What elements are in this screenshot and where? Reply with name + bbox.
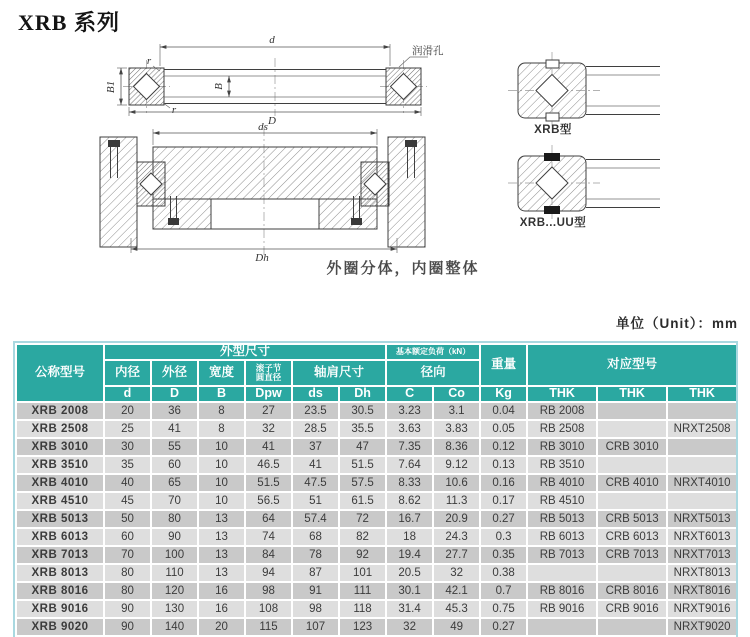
value-cell: 32 — [246, 421, 291, 437]
value-cell: 13 — [199, 511, 244, 527]
dim-label-D: D — [268, 115, 276, 127]
table-row — [17, 511, 736, 527]
value-cell: 10 — [199, 439, 244, 455]
value-cell: 0.38 — [481, 565, 526, 581]
value-cell: 100 — [152, 547, 197, 563]
matching-model-cell: RB 9016 — [528, 601, 596, 617]
col-header-dpw — [246, 361, 291, 385]
col-sub-thk-1: THK — [528, 387, 596, 401]
value-cell: 120 — [152, 583, 197, 599]
value-cell: 49 — [434, 619, 479, 635]
value-cell: 80 — [105, 565, 150, 581]
value-cell: 0.27 — [481, 511, 526, 527]
value-cell: 41 — [246, 439, 291, 455]
matching-model-cell: RB 3510 — [528, 457, 596, 473]
dim-label-r-top: r — [146, 55, 152, 67]
matching-model-cell: CRB 8016 — [598, 583, 666, 599]
value-cell: 72 — [340, 511, 385, 527]
value-cell: 57.4 — [293, 511, 338, 527]
value-cell: 0.04 — [481, 403, 526, 419]
value-cell: 27.7 — [434, 547, 479, 563]
value-cell: 37 — [293, 439, 338, 455]
col-sub-thk-3: THK — [668, 387, 736, 401]
value-cell: 9.12 — [434, 457, 479, 473]
value-cell: 7.64 — [387, 457, 432, 473]
table-row — [17, 493, 736, 509]
value-cell: 45 — [105, 493, 150, 509]
matching-model-cell: CRB 5013 — [598, 511, 666, 527]
matching-model-cell: RB 7013 — [528, 547, 596, 563]
value-cell: 60 — [152, 457, 197, 473]
value-cell: 98 — [246, 583, 291, 599]
value-cell: 10 — [199, 475, 244, 491]
col-sub-d: d — [105, 387, 150, 401]
col-header-load-group: 基本额定负荷（kN） — [387, 345, 479, 359]
value-cell: 3.1 — [434, 403, 479, 419]
value-cell: 51.5 — [340, 457, 385, 473]
value-cell: 0.12 — [481, 439, 526, 455]
model-cell: XRB 3010 — [17, 439, 103, 455]
col-sub-ds: ds — [293, 387, 338, 401]
spec-table — [13, 341, 738, 637]
value-cell: 3.83 — [434, 421, 479, 437]
value-cell: 24.3 — [434, 529, 479, 545]
model-cell: XRB 2008 — [17, 403, 103, 419]
matching-model-cell — [598, 565, 666, 581]
value-cell: 60 — [105, 529, 150, 545]
value-cell: 115 — [246, 619, 291, 635]
xrb-uu-type-drawing — [508, 145, 660, 229]
value-cell: 0.17 — [481, 493, 526, 509]
value-cell: 16 — [199, 583, 244, 599]
value-cell: 30 — [105, 439, 150, 455]
matching-model-cell: NRXT9020 — [668, 619, 736, 635]
value-cell: 78 — [293, 547, 338, 563]
value-cell: 90 — [105, 601, 150, 617]
matching-model-cell — [668, 457, 736, 473]
value-cell: 20.5 — [387, 565, 432, 581]
value-cell: 118 — [340, 601, 385, 617]
value-cell: 65 — [152, 475, 197, 491]
col-header-weight: 重量 — [481, 345, 526, 385]
model-cell: XRB 9016 — [17, 601, 103, 617]
value-cell: 0.13 — [481, 457, 526, 473]
value-cell: 13 — [199, 547, 244, 563]
value-cell: 30.1 — [387, 583, 432, 599]
value-cell: 84 — [246, 547, 291, 563]
col-header-model: 公称型号 — [17, 345, 103, 401]
value-cell: 35 — [105, 457, 150, 473]
value-cell: 3.23 — [387, 403, 432, 419]
value-cell: 25 — [105, 421, 150, 437]
value-cell: 16 — [199, 601, 244, 617]
value-cell: 36 — [152, 403, 197, 419]
value-cell: 64 — [246, 511, 291, 527]
model-cell: XRB 9020 — [17, 619, 103, 635]
col-header-dims-group: 外型尺寸 — [105, 345, 385, 359]
col-sub-Kg: Kg — [481, 387, 526, 401]
dim-label-d: d — [269, 34, 275, 46]
matching-model-cell: NRXT5013 — [668, 511, 736, 527]
matching-model-cell — [528, 619, 596, 635]
value-cell: 70 — [105, 547, 150, 563]
value-cell: 130 — [152, 601, 197, 617]
matching-model-cell: NRXT8016 — [668, 583, 736, 599]
value-cell: 108 — [246, 601, 291, 617]
matching-model-cell: RB 4010 — [528, 475, 596, 491]
col-header-shoulder: 轴肩尺寸 — [293, 361, 385, 385]
col-sub-Dpw: Dpw — [246, 387, 291, 401]
matching-model-cell: RB 2508 — [528, 421, 596, 437]
table-row — [17, 529, 736, 545]
matching-model-cell: CRB 4010 — [598, 475, 666, 491]
value-cell: 10 — [199, 493, 244, 509]
value-cell: 45.3 — [434, 601, 479, 617]
matching-model-cell: RB 3010 — [528, 439, 596, 455]
value-cell: 23.5 — [293, 403, 338, 419]
value-cell: 0.7 — [481, 583, 526, 599]
table-row — [17, 421, 736, 437]
value-cell: 47.5 — [293, 475, 338, 491]
matching-model-cell — [528, 565, 596, 581]
col-sub-C: C — [387, 387, 432, 401]
value-cell: 13 — [199, 529, 244, 545]
value-cell: 55 — [152, 439, 197, 455]
value-cell: 8 — [199, 403, 244, 419]
value-cell: 8.33 — [387, 475, 432, 491]
value-cell: 28.5 — [293, 421, 338, 437]
value-cell: 110 — [152, 565, 197, 581]
value-cell: 101 — [340, 565, 385, 581]
matching-model-cell: NRXT6013 — [668, 529, 736, 545]
value-cell: 50 — [105, 511, 150, 527]
table-row — [17, 619, 736, 635]
model-cell: XRB 6013 — [17, 529, 103, 545]
matching-model-cell — [668, 403, 736, 419]
value-cell: 0.75 — [481, 601, 526, 617]
col-header-inner-dia: 内径 — [105, 361, 150, 385]
value-cell: 90 — [105, 619, 150, 635]
model-cell: XRB 8016 — [17, 583, 103, 599]
col-header-width: 宽度 — [199, 361, 244, 385]
value-cell: 8.36 — [434, 439, 479, 455]
value-cell: 42.1 — [434, 583, 479, 599]
value-cell: 0.05 — [481, 421, 526, 437]
value-cell: 0.3 — [481, 529, 526, 545]
table-row — [17, 475, 736, 491]
value-cell: 20.9 — [434, 511, 479, 527]
xrb-type-label: XRB型 — [534, 124, 572, 136]
value-cell: 57.5 — [340, 475, 385, 491]
value-cell: 20 — [105, 403, 150, 419]
value-cell: 7.35 — [387, 439, 432, 455]
value-cell: 0.16 — [481, 475, 526, 491]
value-cell: 32 — [434, 565, 479, 581]
value-cell: 68 — [293, 529, 338, 545]
page-title: XRB 系列 — [18, 10, 120, 35]
value-cell: 0.35 — [481, 547, 526, 563]
value-cell: 91 — [293, 583, 338, 599]
table-row — [17, 547, 736, 563]
col-header-radial: 径向 — [387, 361, 479, 385]
dim-label-B: B — [213, 83, 225, 90]
value-cell: 18 — [387, 529, 432, 545]
value-cell: 92 — [340, 547, 385, 563]
dim-label-ds: ds — [258, 121, 268, 133]
matching-model-cell — [598, 493, 666, 509]
value-cell: 16.7 — [387, 511, 432, 527]
value-cell: 3.63 — [387, 421, 432, 437]
col-header-matching: 对应型号 — [528, 345, 736, 385]
value-cell: 82 — [340, 529, 385, 545]
mounted-section-drawing — [100, 121, 425, 264]
matching-model-cell: CRB 9016 — [598, 601, 666, 617]
value-cell: 140 — [152, 619, 197, 635]
value-cell: 80 — [105, 583, 150, 599]
dpw-line2: 圆直径 — [255, 372, 282, 382]
value-cell: 87 — [293, 565, 338, 581]
matching-model-cell — [598, 421, 666, 437]
table-row — [17, 403, 736, 419]
value-cell: 111 — [340, 583, 385, 599]
value-cell: 51 — [293, 493, 338, 509]
col-sub-Dh: Dh — [340, 387, 385, 401]
value-cell: 94 — [246, 565, 291, 581]
matching-model-cell: RB 8016 — [528, 583, 596, 599]
matching-model-cell — [598, 403, 666, 419]
value-cell: 47 — [340, 439, 385, 455]
matching-model-cell: NRXT7013 — [668, 547, 736, 563]
matching-model-cell — [598, 619, 666, 635]
model-cell: XRB 7013 — [17, 547, 103, 563]
value-cell: 10.6 — [434, 475, 479, 491]
model-cell: XRB 2508 — [17, 421, 103, 437]
value-cell: 41 — [293, 457, 338, 473]
value-cell: 19.4 — [387, 547, 432, 563]
value-cell: 51.5 — [246, 475, 291, 491]
unit-label: 单位（Unit）：mm — [616, 316, 738, 331]
table-row — [17, 583, 736, 599]
model-cell: XRB 3510 — [17, 457, 103, 473]
matching-model-cell — [668, 439, 736, 455]
dim-label-B1: B1 — [105, 80, 117, 94]
value-cell: 90 — [152, 529, 197, 545]
model-cell: XRB 4010 — [17, 475, 103, 491]
value-cell: 13 — [199, 565, 244, 581]
value-cell: 11.3 — [434, 493, 479, 509]
col-sub-Co: Co — [434, 387, 479, 401]
dim-label-Dh: Dh — [255, 252, 269, 264]
dim-label-r-bottom: r — [171, 104, 177, 116]
value-cell: 27 — [246, 403, 291, 419]
xrb-uu-type-label: XRB...UU型 — [519, 217, 587, 229]
value-cell: 30.5 — [340, 403, 385, 419]
table-row — [17, 601, 736, 617]
value-cell: 41 — [152, 421, 197, 437]
matching-model-cell: NRXT9016 — [668, 601, 736, 617]
matching-model-cell: RB 4510 — [528, 493, 596, 509]
value-cell: 31.4 — [387, 601, 432, 617]
matching-model-cell: NRXT2508 — [668, 421, 736, 437]
lube-hole-label: 润滑孔 — [412, 45, 444, 57]
value-cell: 123 — [340, 619, 385, 635]
value-cell: 70 — [152, 493, 197, 509]
model-cell: XRB 8013 — [17, 565, 103, 581]
value-cell: 10 — [199, 457, 244, 473]
matching-model-cell: NRXT8013 — [668, 565, 736, 581]
dpw-line1: 滚子节 — [255, 362, 282, 373]
col-sub-thk-2: THK — [598, 387, 666, 401]
matching-model-cell: NRXT4010 — [668, 475, 736, 491]
model-cell: XRB 4510 — [17, 493, 103, 509]
matching-model-cell: RB 2008 — [528, 403, 596, 419]
matching-model-cell: CRB 3010 — [598, 439, 666, 455]
value-cell: 61.5 — [340, 493, 385, 509]
value-cell: 98 — [293, 601, 338, 617]
table-row — [17, 457, 736, 473]
drawing-caption: 外圈分体，内圈整体 — [326, 260, 480, 277]
model-cell: XRB 5013 — [17, 511, 103, 527]
value-cell: 32 — [387, 619, 432, 635]
col-sub-B: B — [199, 387, 244, 401]
matching-model-cell: RB 5013 — [528, 511, 596, 527]
value-cell: 0.27 — [481, 619, 526, 635]
value-cell: 74 — [246, 529, 291, 545]
matching-model-cell: RB 6013 — [528, 529, 596, 545]
matching-model-cell — [668, 493, 736, 509]
xrb-type-drawing — [508, 52, 660, 136]
col-sub-D: D — [152, 387, 197, 401]
matching-model-cell: CRB 6013 — [598, 529, 666, 545]
main-section-drawing — [105, 34, 444, 127]
value-cell: 56.5 — [246, 493, 291, 509]
value-cell: 46.5 — [246, 457, 291, 473]
value-cell: 8.62 — [387, 493, 432, 509]
value-cell: 40 — [105, 475, 150, 491]
table-row — [17, 565, 736, 581]
value-cell: 20 — [199, 619, 244, 635]
matching-model-cell — [598, 457, 666, 473]
matching-model-cell: CRB 7013 — [598, 547, 666, 563]
value-cell: 8 — [199, 421, 244, 437]
value-cell: 35.5 — [340, 421, 385, 437]
value-cell: 107 — [293, 619, 338, 635]
spec-table-body — [17, 403, 736, 635]
value-cell: 80 — [152, 511, 197, 527]
table-row — [17, 439, 736, 455]
col-header-outer-dia: 外径 — [152, 361, 197, 385]
